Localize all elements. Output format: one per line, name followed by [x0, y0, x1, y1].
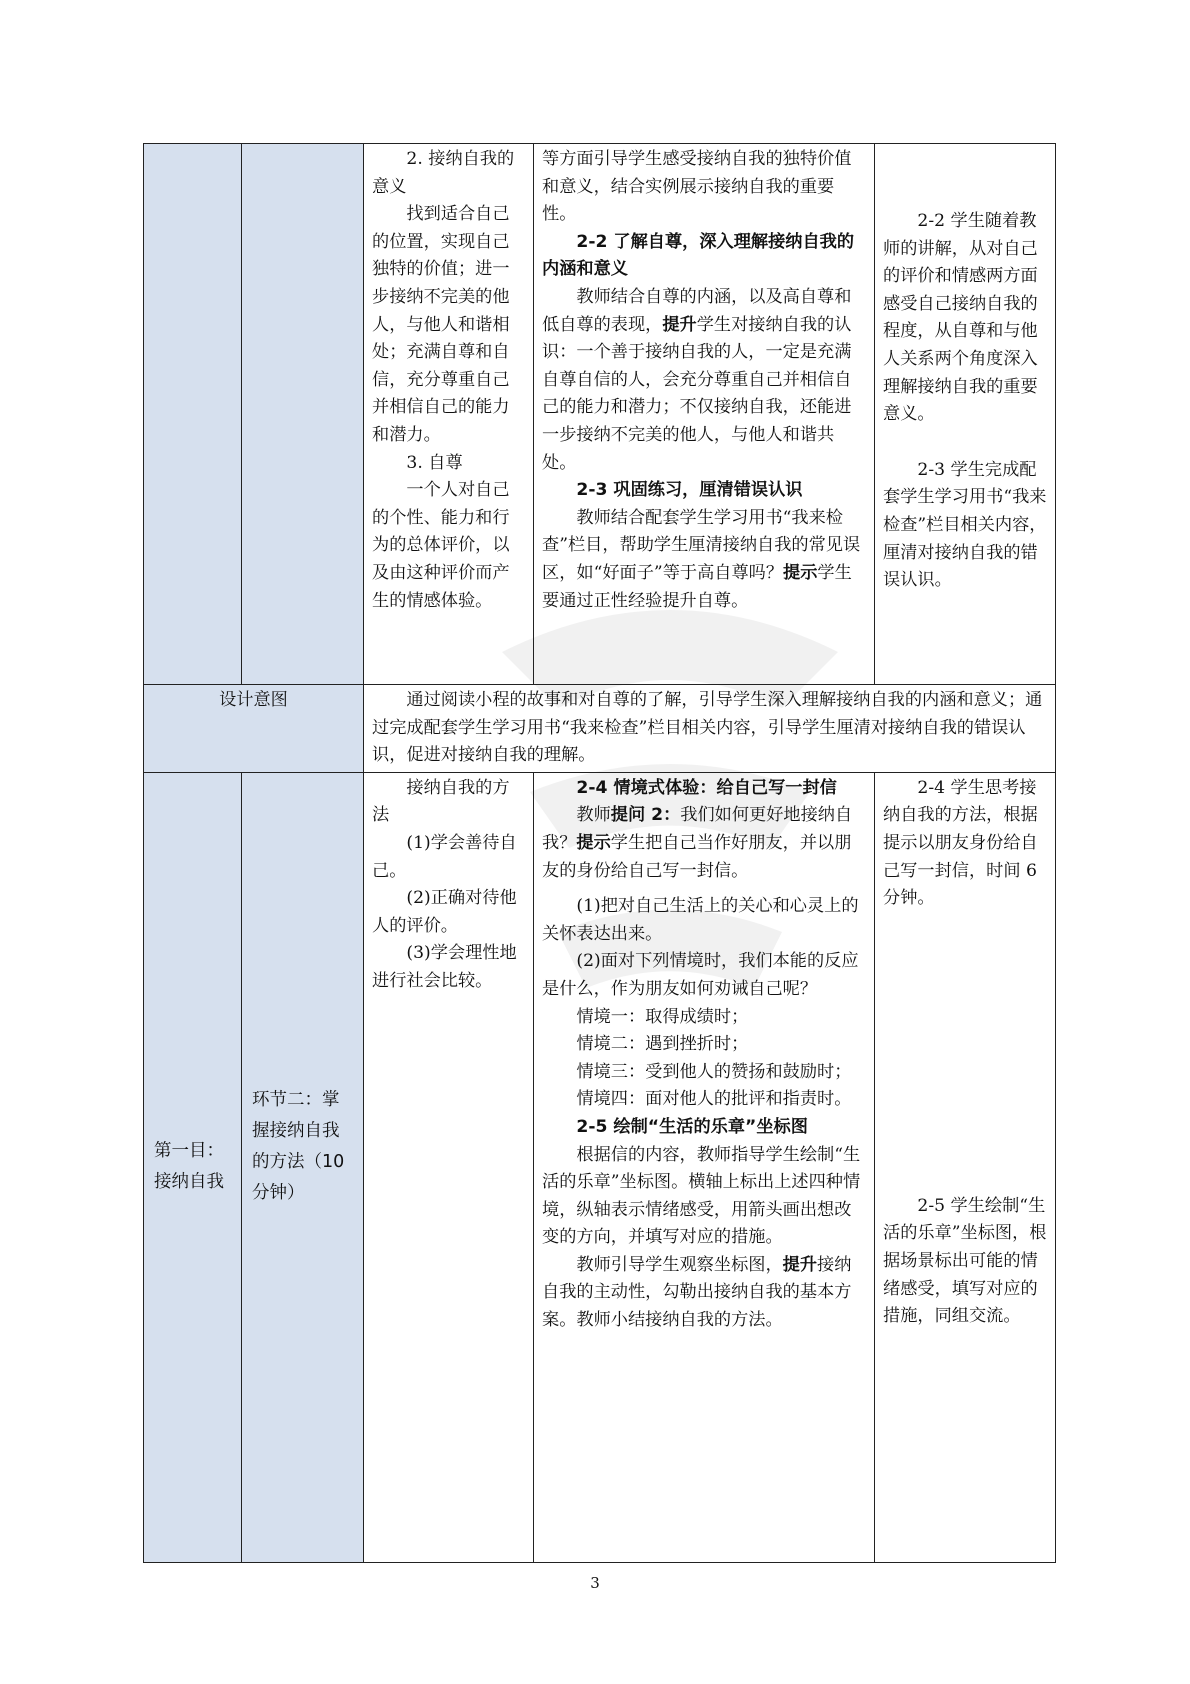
scenario-line: 情境二：遇到挫折时； — [576, 1034, 749, 1055]
teacher-paragraph: 教师提问 2：我们如何更好地接纳自我？提示学生把自己当作好朋友，并以朋友的身份给自己写一封信。 — [542, 805, 853, 881]
student-paragraph: 2-4 学生思考接纳自我的方法，根据提示以朋友身份给自己写一封信，时间 6 分钟。 — [883, 777, 1038, 909]
lesson-row-1 — [144, 144, 1056, 685]
scenario-line: 情境三：受到他人的赞扬和鼓励时； — [576, 1061, 852, 1082]
section-cell — [144, 772, 242, 1562]
design-intent-row — [144, 685, 1056, 773]
lesson-plan-table — [143, 143, 1056, 1563]
student-paragraph: 2-3 学生完成配套学生学习用书“我来检查”栏目相关内容，厘清对接纳自我的错误认识。 — [883, 459, 1047, 591]
content-line: (3)学会理性地进行社会比较。 — [372, 943, 517, 991]
teacher-activity-cell — [534, 772, 875, 1562]
student-activity-cell — [875, 144, 1056, 685]
activity-heading: 2-5 绘制“生活的乐章”坐标图 — [576, 1116, 808, 1137]
content-line: (1)学会善待自己。 — [372, 832, 517, 881]
content-cell — [364, 144, 534, 685]
teacher-paragraph: 教师结合配套学生学习用书“我来检查”栏目，帮助学生厘清接纳自我的常见误区，如“好面子”等于高自尊吗？提示学生要通过正性经验提升自尊。 — [542, 507, 861, 611]
section-cell-empty — [144, 144, 242, 685]
content-line: (2)正确对待他人的评价。 — [372, 888, 517, 936]
activity-heading: 2-2 了解自尊，深入理解接纳自我的内涵和意义 — [542, 231, 855, 280]
activity-heading: 2-3 巩固练习，厘清错误认识 — [576, 480, 803, 501]
stage-cell — [242, 772, 364, 1562]
content-line: 一个人对自己的个性、能力和行为的总体评价，以及由这种评价而产生的情感体验。 — [372, 480, 510, 611]
design-intent-text — [364, 685, 1056, 773]
stage-label: 环节二：掌握接纳自我的方法（10分钟） — [252, 1090, 345, 1204]
content-line: 找到适合自己的位置，实现自己独特的价值；进一步接纳不完美的他人，与他人和谐相处；充满自尊和自信，充分尊重自己并相信自己的能力和潜力。 — [372, 204, 510, 445]
teacher-paragraph: 等方面引导学生感受接纳自我的独特价值和意义，结合实例展示接纳自我的重要性。 — [542, 149, 852, 225]
teacher-paragraph: (1)把对自己生活上的关心和心灵上的关怀表达出来。 — [542, 896, 859, 944]
student-paragraph: 2-2 学生随着教师的讲解，从对自己的评价和情感两方面感受自己接纳自我的程度，从自尊和与他人关系两个角度深入理解接纳自我的重要意义。 — [883, 211, 1038, 425]
section-label: 第一目：接纳自我 — [154, 1141, 224, 1193]
design-intent-label: 设计意图 — [144, 685, 364, 773]
page-number: 3 — [590, 1574, 600, 1592]
activity-heading: 2-4 情境式体验：给自己写一封信 — [576, 777, 837, 798]
content-line: 接纳自我的方法 — [372, 777, 510, 826]
stage-cell-empty — [242, 144, 364, 685]
teacher-paragraph: 教师引导学生观察坐标图，提升接纳自我的主动性，勾勒出接纳自我的基本方案。教师小结接纳自我的方法。 — [542, 1254, 852, 1331]
content-line: 3. 自尊 — [406, 452, 463, 473]
content-line: 2. 接纳自我的意义 — [372, 149, 515, 197]
scenario-line: 情境四：面对他人的批评和指责时。 — [576, 1089, 852, 1110]
teacher-paragraph: 教师结合自尊的内涵，以及高自尊和低自尊的表现，提升学生对接纳自我的认识：一个善于接纳自我的人，一定是充满自尊自信的人，会充分尊重自己并相信自己的能力和潜力；不仅接纳自我，还能进一步接纳不完美的他人，与他人和谐共处。 — [542, 286, 852, 473]
content-cell — [364, 772, 534, 1562]
student-paragraph: 2-5 学生绘制“生活的乐章”坐标图，根据场景标出可能的情绪感受，填写对应的措施，同组交流。 — [883, 1195, 1047, 1327]
teacher-activity-cell — [534, 144, 875, 685]
teacher-paragraph: 根据信的内容，教师指导学生绘制“生活的乐章”坐标图。横轴上标出上述四种情境，纵轴表示情绪感受，用箭头画出想改变的方向，并填写对应的措施。 — [542, 1144, 861, 1248]
lesson-row-2 — [144, 772, 1056, 1562]
teacher-paragraph: (2)面对下列情境时，我们本能的反应是什么，作为朋友如何劝诫自己呢？ — [542, 951, 859, 999]
student-activity-cell — [875, 772, 1056, 1562]
scenario-line: 情境一：取得成绩时； — [576, 1006, 749, 1027]
design-intent-paragraph: 通过阅读小程的故事和对自尊的了解，引导学生深入理解接纳自我的内涵和意义；通过完成配套学生学习用书“我来检查”栏目相关内容，引导学生厘清对接纳自我的错误认识，促进对接纳自我的理解。 — [372, 690, 1043, 766]
